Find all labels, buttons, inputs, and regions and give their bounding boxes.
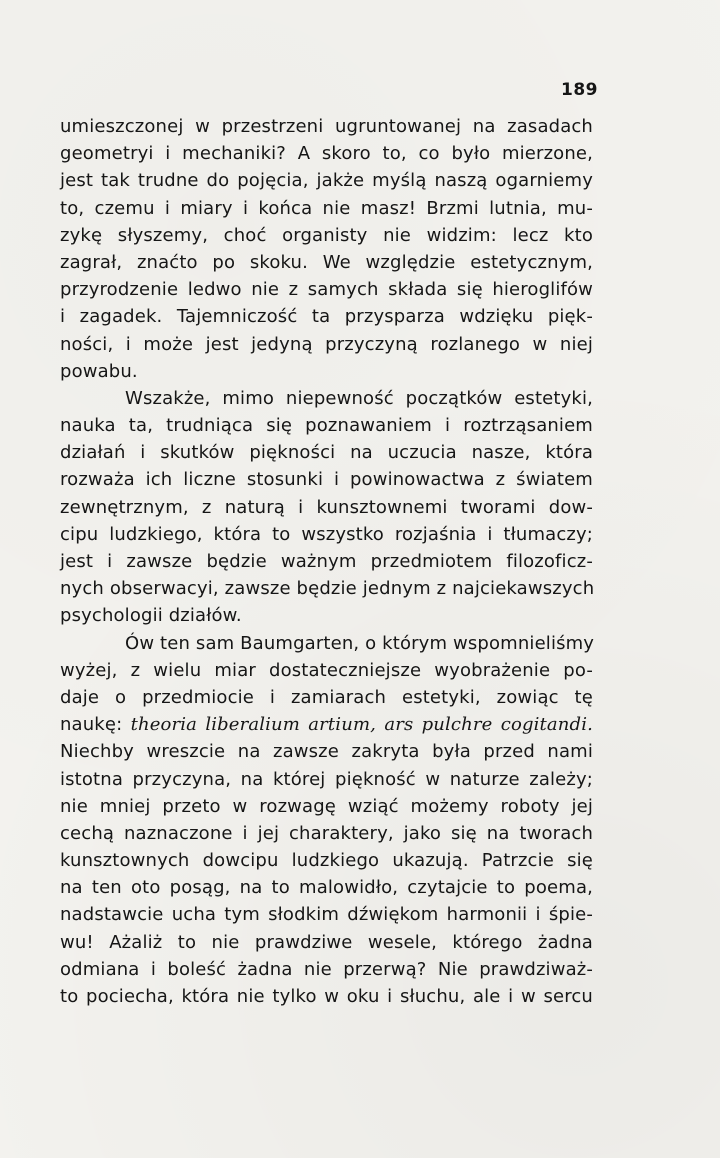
latin-title: theoria liberalium artium, ars pulchre cogitandi. xyxy=(130,714,593,736)
text-line: wyżej, z wielu miar dostateczniejsze wyobrażenie po- xyxy=(60,659,593,681)
text-line: daje o przedmiocie i zamiarach estetyki, zowiąc tę xyxy=(60,686,593,708)
text-line: Ów ten sam Baumgarten, o którym wspomnieliśmy xyxy=(125,632,595,654)
text-line: na ten oto posąg, na to malowidło, czytajcie to poema, xyxy=(60,877,593,899)
text-line: i zagadek. Tajemniczość ta przysparza wdzięku pięk- xyxy=(60,306,593,328)
text-line: powabu. xyxy=(60,360,138,382)
text-line: to pociecha, która nie tylko w oku i słuchu, ale i w sercu xyxy=(60,986,593,1007)
page-number: 189 xyxy=(561,80,598,100)
text-line: nadstawcie ucha tym słodkim dźwiękom harmonii i śpie- xyxy=(60,904,593,926)
text-line: istotna przyczyna, na której piękność w naturze zależy; xyxy=(60,768,593,790)
text-line: ności, i może jest jedyną przyczyną rozlanego w niej xyxy=(60,333,593,355)
text-line: cipu ludzkiego, która to wszystko rozjaśnia i tłumaczy; xyxy=(60,523,593,545)
text-line: zewnętrznym, z naturą i kunsztownemi tworami dow- xyxy=(60,496,593,518)
text-line: psychologii działów. xyxy=(60,605,242,627)
text-line: cechą naznaczone i jej charaktery, jako się na tworach xyxy=(60,822,593,844)
text-line: wu! Ażaliż to nie prawdziwe wesele, którego żadna xyxy=(60,931,593,953)
text-line-italic-title xyxy=(60,711,593,738)
text-line-prefix: naukę: xyxy=(60,714,131,736)
text-line: to, czemu i miary i końca nie masz! Brzmi lutnia, mu- xyxy=(60,197,593,219)
text-line: nych obserwacyi, zawsze będzie jednym z najciekawszych xyxy=(60,578,595,600)
text-line: zagrał, znaćto po skoku. We względzie estetycznym, xyxy=(60,251,593,273)
text-line: umieszczonej w przestrzeni ugruntowanej na zasadach xyxy=(60,116,593,137)
text-line: jest tak trudne do pojęcia, jakże myślą naszą ogarniemy xyxy=(60,170,593,192)
text-line: odmiana i boleść żadna nie przerwą? Nie prawdziważ- xyxy=(60,958,593,980)
text-line: Niechby wreszcie na zawsze zakryta była przed nami xyxy=(60,741,593,763)
text-line: nauka ta, trudniąca się poznawaniem i roztrząsaniem xyxy=(60,415,593,437)
text-line: kunsztownych dowcipu ludzkiego ukazują. Patrzcie się xyxy=(60,850,593,872)
text-line: geometryi i mechaniki? A skoro to, co było mierzone, xyxy=(60,143,593,165)
text-line: jest i zawsze będzie ważnym przedmiotem filozoficz- xyxy=(60,551,593,572)
text-line: nie mniej przeto w rozwagę wziąć możemy roboty jej xyxy=(60,795,593,817)
text-line: Wszakże, mimo niepewność początków estetyki, xyxy=(125,387,593,409)
text-line: działań i skutków piękności na uczucia nasze, która xyxy=(60,442,593,464)
body-text xyxy=(60,113,593,1010)
text-line: przyrodzenie ledwo nie z samych składa się hieroglifów xyxy=(60,279,593,301)
text-line: rozważa ich liczne stosunki i powinowactwa z światem xyxy=(60,469,593,491)
text-line: zykę słyszemy, choć organisty nie widzim: lecz kto xyxy=(60,224,593,246)
